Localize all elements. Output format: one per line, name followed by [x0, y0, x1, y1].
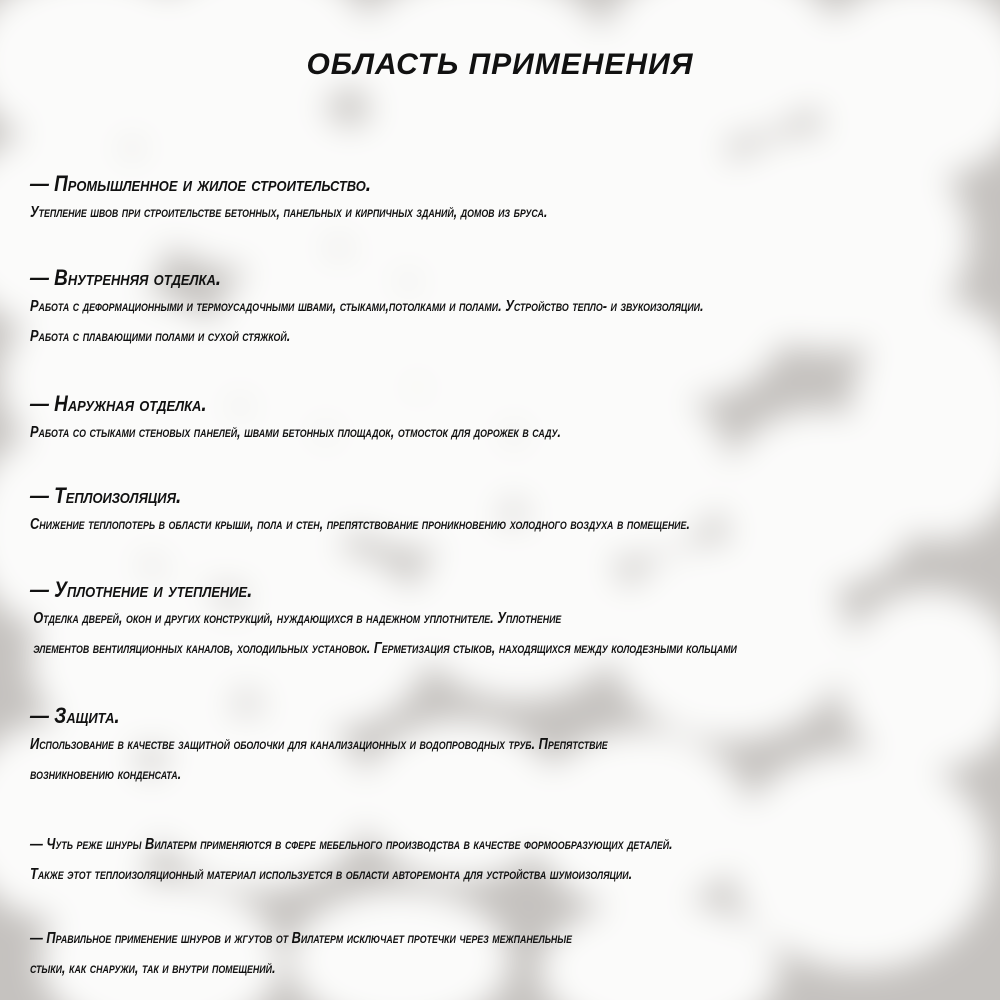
section-heading: — Наружная отделка. — [30, 391, 207, 416]
section-heading: — Теплоизоляция. — [30, 483, 182, 508]
section-insulation — [30, 482, 995, 540]
section-heading: — Внутренняя отделка. — [30, 265, 222, 290]
section-text: возникновению конденсата. — [30, 766, 182, 783]
section-text: Работа со стыками стеновых панелей, швами бетонных площадок, отмосток для дорожек в саду. — [30, 424, 561, 441]
section-text: Работа с деформационными и термоусадочными швами, стыками,потолками и полами. Устройство тепло- и звукоизоляции. — [30, 298, 704, 315]
section-text: Снижение теплопотерь в области крыши, пола и стен, препятствование проникновению холодного воздуха в помещение. — [30, 516, 690, 533]
section-text: Использование в качестве защитной оболочки для канализационных и водопроводных труб. Препятствие — [30, 736, 608, 753]
section-text: Отделка дверей, окон и других конструкций, нуждающихся в надежном уплотнителе. Уплотнение — [33, 610, 562, 627]
section-text: Работа с плавающими полами и сухой стяжкой. — [30, 328, 291, 345]
section-text: Утепление швов при строительстве бетонных, панельных и кирпичных зданий, домов из бруса. — [30, 204, 548, 221]
note-furniture — [30, 830, 995, 890]
section-exterior — [30, 390, 995, 448]
note-text: стыки, как снаружи, так и внутри помещений. — [30, 960, 276, 977]
page-title: ОБЛАСТЬ ПРИМЕНЕНИЯ — [306, 48, 694, 81]
section-protection — [30, 702, 995, 790]
section-sealing — [30, 576, 995, 664]
section-interior — [30, 264, 995, 352]
note-text: — Чуть реже шнуры Вилатерм применяются в сфере мебельного производства в качестве формообразующих деталей. — [30, 836, 673, 853]
section-heading: — Уплотнение и утепление. — [30, 577, 253, 602]
note-text: — Правильное применение шнуров и жгутов от Вилатерм исключает протечки через межпанельные — [30, 930, 572, 947]
section-heading: — Промышленное и жилое строительство. — [30, 171, 371, 196]
section-heading: — Защита. — [30, 703, 120, 728]
section-construction — [30, 170, 995, 228]
note-text: Также этот теплоизоляционный материал используется в области авторемонта для устройства шумоизоляции. — [30, 866, 633, 883]
note-correct-use — [30, 924, 995, 984]
section-text: элементов вентиляционных каналов, холодильных установок. Герметизация стыков, находящихся между колодезными кольцами — [33, 640, 737, 657]
